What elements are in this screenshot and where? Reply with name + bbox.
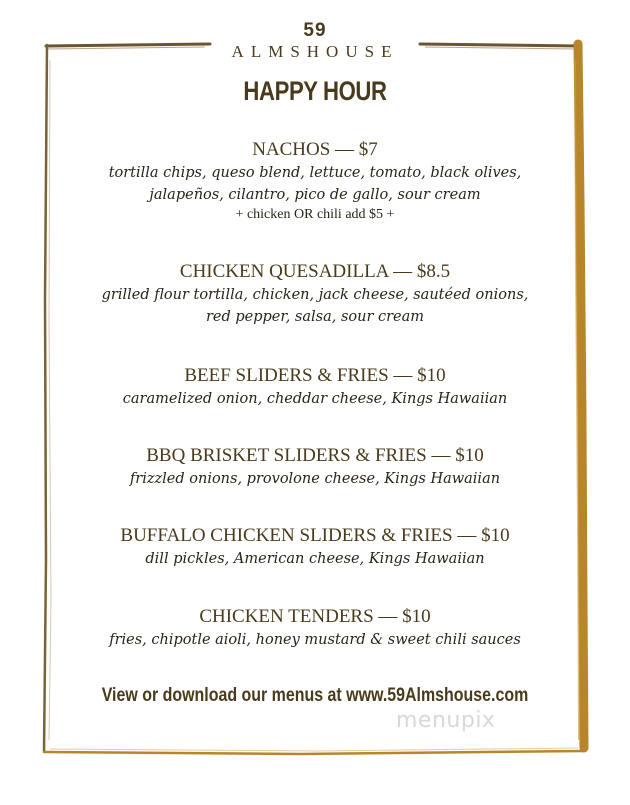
menu-item-beef-sliders xyxy=(60,364,570,410)
menu-item-desc: tortilla chips, queso blend, lettuce, tomato, black olives, xyxy=(108,165,522,181)
menu-item-addon: + chicken OR chili add $5 + xyxy=(235,207,395,222)
menu-item-name: BUFFALO CHICKEN SLIDERS & FRIES — $10 xyxy=(120,525,510,546)
menu-item-desc: frizzled onions, provolone cheese, Kings Hawaiian xyxy=(129,471,501,487)
menu-item-desc: jalapeños, cilantro, pico de gallo, sour cream xyxy=(149,187,481,203)
menu-item-name: CHICKEN TENDERS — $10 xyxy=(199,606,431,627)
menu-item-desc: dill pickles, American cheese, Kings Hawaiian xyxy=(145,551,485,567)
frame-left-edge xyxy=(44,45,47,752)
menu-item-chicken-tenders xyxy=(60,605,570,651)
brand-name xyxy=(0,42,630,62)
menu-item-name: BEEF SLIDERS & FRIES — $10 xyxy=(184,365,446,386)
menu-item-nachos xyxy=(60,138,570,224)
menu-item-name: NACHOS — $7 xyxy=(252,139,378,160)
website-footer-link[interactable]: View or download our menus at www.59Almshouse.com xyxy=(101,685,529,706)
menu-item-name: BBQ BRISKET SLIDERS & FRIES — $10 xyxy=(146,445,484,466)
menu-item-desc: red pepper, salsa, sour cream xyxy=(205,309,425,325)
menu-item-chicken-quesadilla xyxy=(60,260,570,328)
page-title: HAPPY HOUR xyxy=(243,76,387,106)
brand-number: 59 xyxy=(303,20,327,41)
watermark-logo: menupix xyxy=(396,708,496,733)
menu-item-desc: fries, chipotle aioli, honey mustard & sweet chili sauces xyxy=(109,632,521,648)
menu-item-buffalo-chicken-sliders xyxy=(60,524,570,570)
menu-item-name: CHICKEN QUESADILLA — $8.5 xyxy=(179,261,451,282)
menu-item-desc: caramelized onion, cheddar cheese, Kings Hawaiian xyxy=(122,391,508,407)
menu-item-bbq-brisket-sliders xyxy=(60,444,570,490)
menu-item-desc: grilled flour tortilla, chicken, jack cheese, sautéed onions, xyxy=(101,287,529,303)
brand-name-text: ALMSHOUSE xyxy=(224,42,407,61)
